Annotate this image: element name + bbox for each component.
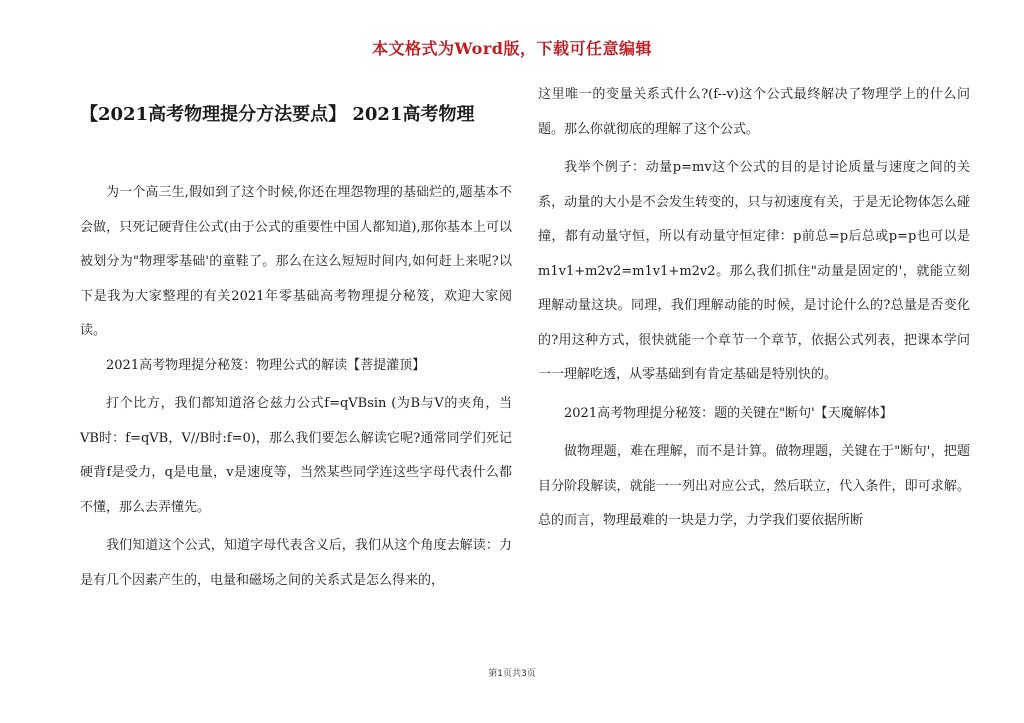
- right-column: [538, 78, 970, 539]
- paragraph-lorentz: 打个比方，我们都知道洛仑兹力公式f=qVBsin (为B与V的夹角，当VB时：f=qVB，V//B时:f=0)，那么我们要怎么解读它呢?通常同学们死记硬背f是受力，q是电量，v是速度等，当然某些同学连这些字母代表什么都不懂，那么去弄懂先。: [80, 396, 512, 515]
- paragraph-continued: 这里唯一的变量关系式什么?(f--v)这个公式最终解决了物理学上的什么问题。那么你就彻底的理解了这个公式。: [538, 87, 970, 137]
- document-banner: 本文格式为Word版，下载可任意编辑: [372, 39, 652, 58]
- section-heading-sentence: 2021高考物理提分秘笈：题的关键在"断句'【天魔解体】: [564, 405, 893, 421]
- document-title: 【2021高考物理提分方法要点】 2021高考物理: [80, 104, 475, 126]
- paragraph-intro: 为一个高三生,假如到了这个时候,你还在埋怨物理的基础烂的,题基本不会做，只死记硬背住公式(由于公式的重要性中国人都知道),那你基本上可以被划分为"物理零基础'的童鞋了。那么在这么短短时间内,如何赶上来呢?以下是我为大家整理的有关2021年零基础高考物理提分秘笈，欢迎大家阅读。: [80, 185, 512, 338]
- paragraph-momentum: 我举个例子：动量p=mv这个公式的目的是讨论质量与速度之间的关系，动量的大小是不会发生转变的，只与初速度有关，于是无论物体怎么碰撞，都有动量守恒，所以有动量守恒定律：p前总=p后总或p=p也可以是m1v1+m2v2=m1v1+m2v2。那么我们抓住"动量是固定的'，就能立刻理解动量这块。同理，我们理解动能的时候，是讨论什么的?总量是否变化的?用这种方式，很快就能一个章节一个章节，依据公式列表，把课本学问一一理解吃透，从零基础到有肯定基础是特别快的。: [538, 160, 970, 382]
- section-heading-formula: 2021高考物理提分秘笈：物理公式的解读【菩提灌顶】: [106, 357, 426, 373]
- paragraph-interpret: 我们知道这个公式，知道字母代表含义后，我们从这个角度去解读：力是有几个因素产生的，电量和磁场之间的关系式是怎么得来的，: [80, 538, 512, 588]
- page-number: 第1页共3页: [488, 669, 536, 679]
- left-column: [80, 176, 512, 598]
- paragraph-solving: 做物理题，难在理解，而不是计算。做物理题，关键在于"断句'，把题目分阶段解读，就能一一列出对应公式，然后联立，代入条件，即可求解。总的而言，物理最难的一块是力学，力学我们要依据所断: [538, 444, 970, 528]
